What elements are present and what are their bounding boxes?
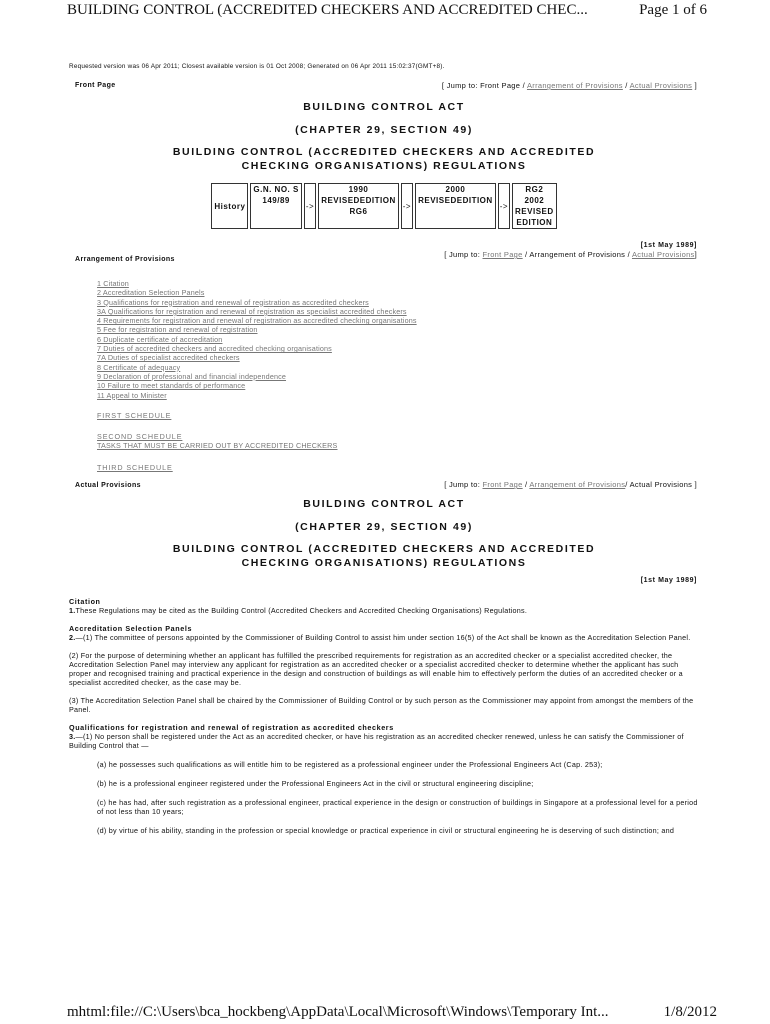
section-3-item-b: (b) he is a professional engineer registered under the Professional Engineers Act in the civil or structural engineering discipline; <box>97 779 534 789</box>
jump-prefix: [ Jump to: <box>444 480 483 490</box>
history-label: History <box>211 183 248 229</box>
chapter-title: (CHAPTER 29, SECTION 49) <box>295 521 473 534</box>
toc-item[interactable]: 9 Declaration of professional and financial independence <box>97 371 287 381</box>
section-2-para-2: (2) For the purpose of determining whether an applicant has fulfilled the prescribed requirements for registration as an accredited checker or a specialist accredited checker, the Accreditation Selection Panel may interview any applicant for registration as an accredited checker or a specialist accredited checker to determine whether the applicant has such proper and recognised training and practical experience in the design and construction of buildings as will enable him to effectively perform the duties of an accredited checker or a specialist accredited checker, as the case may be. <box>69 651 683 688</box>
history-table <box>209 181 558 231</box>
version-notice: Requested version was 06 Apr 2011; Closest available version is 01 Oct 2008; Generated on 06 Apr 2011 15:02:37(GMT+8). <box>69 63 445 70</box>
third-schedule-link[interactable]: THIRD SCHEDULE <box>97 462 173 472</box>
toc-item[interactable]: 3 Qualifications for registration and renewal of registration as accredited checkers <box>97 297 369 307</box>
jump-prefix: [ Jump to: Front Page / <box>441 81 527 90</box>
toc-item[interactable]: 6 Duplicate certificate of accreditation <box>97 334 223 344</box>
toc-item[interactable]: 3A Qualifications for registration and renewal of registration as specialist accredited checkers <box>97 306 407 316</box>
arrangement-of-provisions-link[interactable]: Arrangement of Provisions <box>526 81 623 90</box>
act-title: BUILDING CONTROL ACT <box>303 498 465 511</box>
history-arrow: -> <box>304 183 316 229</box>
regulations-title-line2: CHECKING ORGANISATIONS) REGULATIONS <box>241 557 527 570</box>
actual-provisions-nav <box>69 480 699 490</box>
front-page-label: Front Page <box>75 82 116 89</box>
toc-item[interactable]: 8 Certificate of adequacy <box>97 362 181 372</box>
print-header <box>67 2 707 22</box>
print-footer-date: 1/8/2012 <box>663 1004 717 1020</box>
section-3-item-d: (d) by virtue of his ability, standing in the profession or special knowledge or practical experience in civil or structural engineering he is deserving of such distinction; and <box>97 826 675 836</box>
section-1-title: Citation <box>69 597 101 607</box>
toc-item[interactable]: 10 Failure to meet standards of performance <box>97 381 246 391</box>
history-cell-2000: 2000 REVISEDEDITION <box>415 183 496 229</box>
arrangement-nav <box>69 250 699 264</box>
section-3-item-a: (a) he possesses such qualifications as will entitle him to be registered as a professional engineer under the Professional Engineers Act (Cap. 253); <box>97 760 603 770</box>
toc-item[interactable]: 2 Accreditation Selection Panels <box>97 288 205 298</box>
chapter-title: (CHAPTER 29, SECTION 49) <box>295 124 473 136</box>
commencement-date: [1st May 1989] <box>640 242 697 249</box>
section-2-para-3: (3) The Accreditation Selection Panel shall be chaired by the Commissioner of Building Control or by such person as the Commissioner may appoint from amongst the members of the Panel. <box>69 696 694 715</box>
print-footer <box>67 1004 717 1024</box>
jump-separator: / <box>622 81 630 90</box>
arrangement-of-provisions-link[interactable]: Arrangement of Provisions <box>529 480 626 490</box>
history-cell-rg2: RG2 2002 REVISED EDITION <box>512 183 557 229</box>
actual-provisions-link[interactable]: Actual Provisions <box>631 250 695 259</box>
jump-suffix: ] <box>692 81 697 90</box>
jump-suffix: ] <box>694 250 697 259</box>
act-title: BUILDING CONTROL ACT <box>303 101 465 113</box>
regulations-title-line2: CHECKING ORGANISATIONS) REGULATIONS <box>241 160 527 172</box>
section-2-para-1: 2.—(1) The committee of persons appointed by the Commissioner of Building Control to assist him under section 16(5) of the Act shall be known as the Accreditation Selection Panel. <box>69 633 691 643</box>
section-1-text: 1.These Regulations may be cited as the Building Control (Accredited Checkers and Accredited Checking Organisations) Regulations. <box>69 606 528 616</box>
first-schedule-link[interactable]: FIRST SCHEDULE <box>97 410 172 420</box>
jump-to-nav <box>442 81 697 90</box>
section-3-title: Qualifications for registration and renewal of registration as accredited checkers <box>69 723 394 733</box>
actual-provisions-label: Actual Provisions <box>75 482 141 490</box>
actual-provisions-link[interactable]: Actual Provisions <box>629 81 693 90</box>
front-page-link[interactable]: Front Page <box>482 250 523 259</box>
section-2-title: Accreditation Selection Panels <box>69 624 193 634</box>
front-page-nav <box>69 81 699 91</box>
jump-suffix: / Actual Provisions ] <box>625 480 697 490</box>
toc-item[interactable]: 1 Citation <box>97 279 129 288</box>
jump-prefix: [ Jump to: <box>444 250 483 259</box>
jump-separator: / Arrangement of Provisions / <box>522 250 632 259</box>
regulations-title-line1: BUILDING CONTROL (ACCREDITED CHECKERS AND ACCREDITED <box>172 146 596 158</box>
history-cell-gn: G.N. NO. S 149/89 <box>250 183 301 229</box>
print-header-title: BUILDING CONTROL (ACCREDITED CHECKERS AND ACCREDITED CHEC... <box>67 2 588 18</box>
toc-item[interactable]: 11 Appeal to Minister <box>97 390 167 400</box>
front-page-link[interactable]: Front Page <box>482 480 523 490</box>
history-cell-1990: 1990 REVISEDEDITION RG6 <box>318 183 399 229</box>
document-content <box>69 62 699 835</box>
section-3-para-1: 3.—(1) No person shall be registered under the Act as an accredited checker, or have his registration as an accredited checker renewed, unless he can satisfy the Commissioner of Building Control that — <box>69 732 684 751</box>
commencement-date: [1st May 1989] <box>640 577 697 585</box>
jump-to-nav <box>444 480 697 489</box>
table-of-contents <box>97 279 699 400</box>
section-3-item-c: (c) he has had, after such registration as a professional engineer, practical experience in the design or construction of buildings in Singapore at a professional level for a period of not less than 10 years; <box>97 798 698 817</box>
toc-item[interactable]: 7 Duties of accredited checkers and accredited checking organisations <box>97 344 332 354</box>
print-header-page-number: Page 1 of 6 <box>639 2 707 18</box>
history-arrow: -> <box>498 183 510 229</box>
jump-to-nav <box>444 250 697 259</box>
arrangement-label: Arrangement of Provisions <box>75 256 175 263</box>
second-schedule-link[interactable]: SECOND SCHEDULE <box>97 432 183 442</box>
toc-item[interactable]: 5 Fee for registration and renewal of registration <box>97 325 258 335</box>
print-footer-url: mhtml:file://C:\Users\bca_hockbeng\AppData\Local\Microsoft\Windows\Temporary Int... <box>67 1004 609 1020</box>
jump-separator: / <box>522 480 530 490</box>
history-arrow: -> <box>401 183 413 229</box>
second-schedule-subtitle-link[interactable]: TASKS THAT MUST BE CARRIED OUT BY ACCREDITED CHECKERS <box>97 441 338 451</box>
regulations-title-line1: BUILDING CONTROL (ACCREDITED CHECKERS AND ACCREDITED <box>172 543 596 556</box>
toc-item[interactable]: 7A Duties of specialist accredited checkers <box>97 353 240 363</box>
toc-item[interactable]: 4 Requirements for registration and renewal of registration as accredited checking organisations <box>97 316 417 326</box>
